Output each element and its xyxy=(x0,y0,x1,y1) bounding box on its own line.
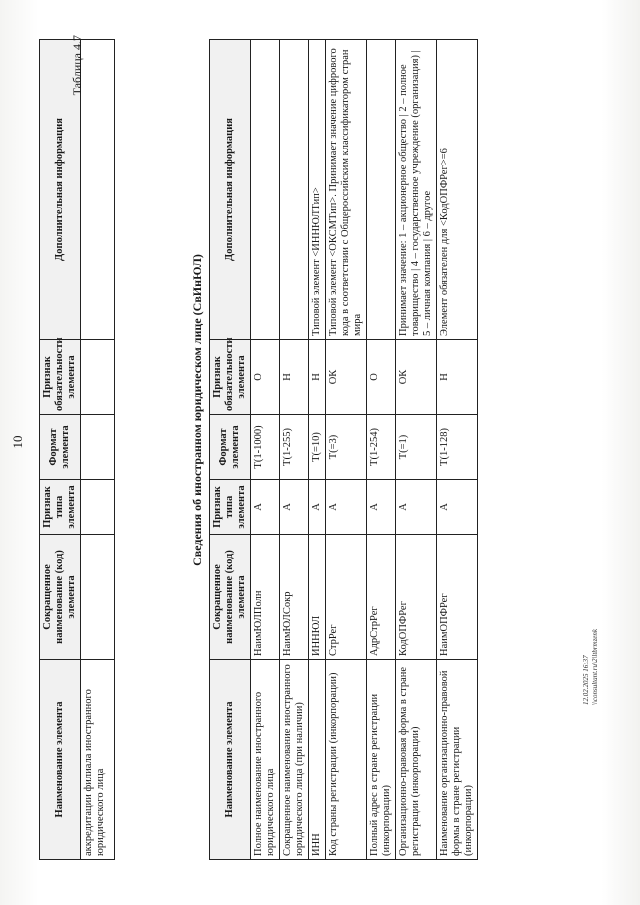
cell-format: T(1-255) xyxy=(280,415,309,480)
cell-format xyxy=(81,415,115,480)
cell-required xyxy=(81,340,115,415)
cell-format: T(1-254) xyxy=(367,415,396,480)
cell-code: НаимОПФРег xyxy=(437,535,478,660)
cell-type: А xyxy=(437,480,478,535)
cell-format: T(=10) xyxy=(309,415,326,480)
cell-code: КодОПФРег xyxy=(396,535,437,660)
footer-note xyxy=(582,629,600,705)
cell-format: T(=3) xyxy=(326,415,367,480)
table-header-row xyxy=(40,40,81,860)
cell-name: ИНН xyxy=(309,660,326,860)
cell-info xyxy=(81,40,115,340)
cell-name: Наименование организационно-правовой формы в стране регистрации (инкорпорации) xyxy=(437,660,478,860)
cell-code xyxy=(81,535,115,660)
cell-name: Полное наименование иностранного юридического лица xyxy=(251,660,280,860)
footer-date: 12.02.2025 16:37 xyxy=(582,655,590,705)
cell-type xyxy=(81,480,115,535)
cell-name: Полный адрес в стране регистрации (инкорпорации) xyxy=(367,660,396,860)
cell-required: Н xyxy=(280,340,309,415)
table-row xyxy=(309,40,326,860)
table-header-row xyxy=(210,40,251,860)
cell-info: Типовой элемент <ОКСМТип>. Принимает значение цифрового кода в соответствии с Общероссийским классификатором стран мира xyxy=(326,40,367,340)
header-type: Признак типа элемента xyxy=(40,480,81,535)
cell-required: О xyxy=(251,340,280,415)
cell-format: T(1-1000) xyxy=(251,415,280,480)
cell-required: ОК xyxy=(326,340,367,415)
footer-path: \\consultant.ru\2\ltbrmzenk xyxy=(591,628,599,705)
cell-type: А xyxy=(309,480,326,535)
cell-name: Код страны регистрации (инкорпорации) xyxy=(326,660,367,860)
header-type: Признак типа элемента xyxy=(210,480,251,535)
cell-format: T(1-128) xyxy=(437,415,478,480)
cell-required: Н xyxy=(309,340,326,415)
header-format: Формат элемента xyxy=(210,415,251,480)
header-required: Признак обязательности элемента xyxy=(210,340,251,415)
cell-required: О xyxy=(367,340,396,415)
cell-info xyxy=(280,40,309,340)
cell-info: Принимает значение: 1 – акционерное общество | 2 – полное товарищество | 4 – государственное учреждение (организация) | 5 – личная компания | 6 – другое xyxy=(396,40,437,340)
header-code: Сокращенное наименование (код) элемента xyxy=(40,535,81,660)
table-label: Таблица 4.7 xyxy=(70,35,84,96)
cell-info xyxy=(251,40,280,340)
cell-type: А xyxy=(280,480,309,535)
cell-code: НаимЮЛСокр xyxy=(280,535,309,660)
cell-name: Организационно-правовая форма в стране регистрации (инкорпорации) xyxy=(396,660,437,860)
header-info: Дополнительная информация xyxy=(210,40,251,340)
header-info: Дополнительная информация xyxy=(40,40,81,340)
header-name: Наименование элемента xyxy=(210,660,251,860)
cell-format: T(=1) xyxy=(396,415,437,480)
table-row xyxy=(280,40,309,860)
table-row xyxy=(396,40,437,860)
table-row xyxy=(326,40,367,860)
cell-info: Элемент обязателен для <КодОПФРег>=6 xyxy=(437,40,478,340)
cell-info xyxy=(367,40,396,340)
cell-name: аккредитации филиала иностранного юридического лица xyxy=(81,660,115,860)
table-row xyxy=(437,40,478,860)
cell-code: НаимЮЛПолн xyxy=(251,535,280,660)
page-number: 10 xyxy=(10,435,25,449)
foreign-entity-table xyxy=(209,39,478,860)
cell-type: А xyxy=(251,480,280,535)
table-row xyxy=(81,40,115,860)
table-row xyxy=(251,40,280,860)
section-title: Сведения об иностранном юридическом лице (СвИнЮЛ) xyxy=(190,254,204,566)
cell-code: АдрСтрРег xyxy=(367,535,396,660)
cell-name: Сокращенное наименование иностранного юридического лица (при наличии) xyxy=(280,660,309,860)
header-format: Формат элемента xyxy=(40,415,81,480)
cell-info: Типовой элемент <ИННЮЛТип> xyxy=(309,40,326,340)
header-name: Наименование элемента xyxy=(40,660,81,860)
cell-required: ОК xyxy=(396,340,437,415)
cell-required: Н xyxy=(437,340,478,415)
cell-code: ИННЮЛ xyxy=(309,535,326,660)
cell-code: СтрРег xyxy=(326,535,367,660)
header-code: Сокращенное наименование (код) элемента xyxy=(210,535,251,660)
continued-table xyxy=(39,39,115,860)
header-required: Признак обязательности элемента xyxy=(40,340,81,415)
cell-type: А xyxy=(367,480,396,535)
cell-type: А xyxy=(396,480,437,535)
table-row xyxy=(367,40,396,860)
cell-type: А xyxy=(326,480,367,535)
